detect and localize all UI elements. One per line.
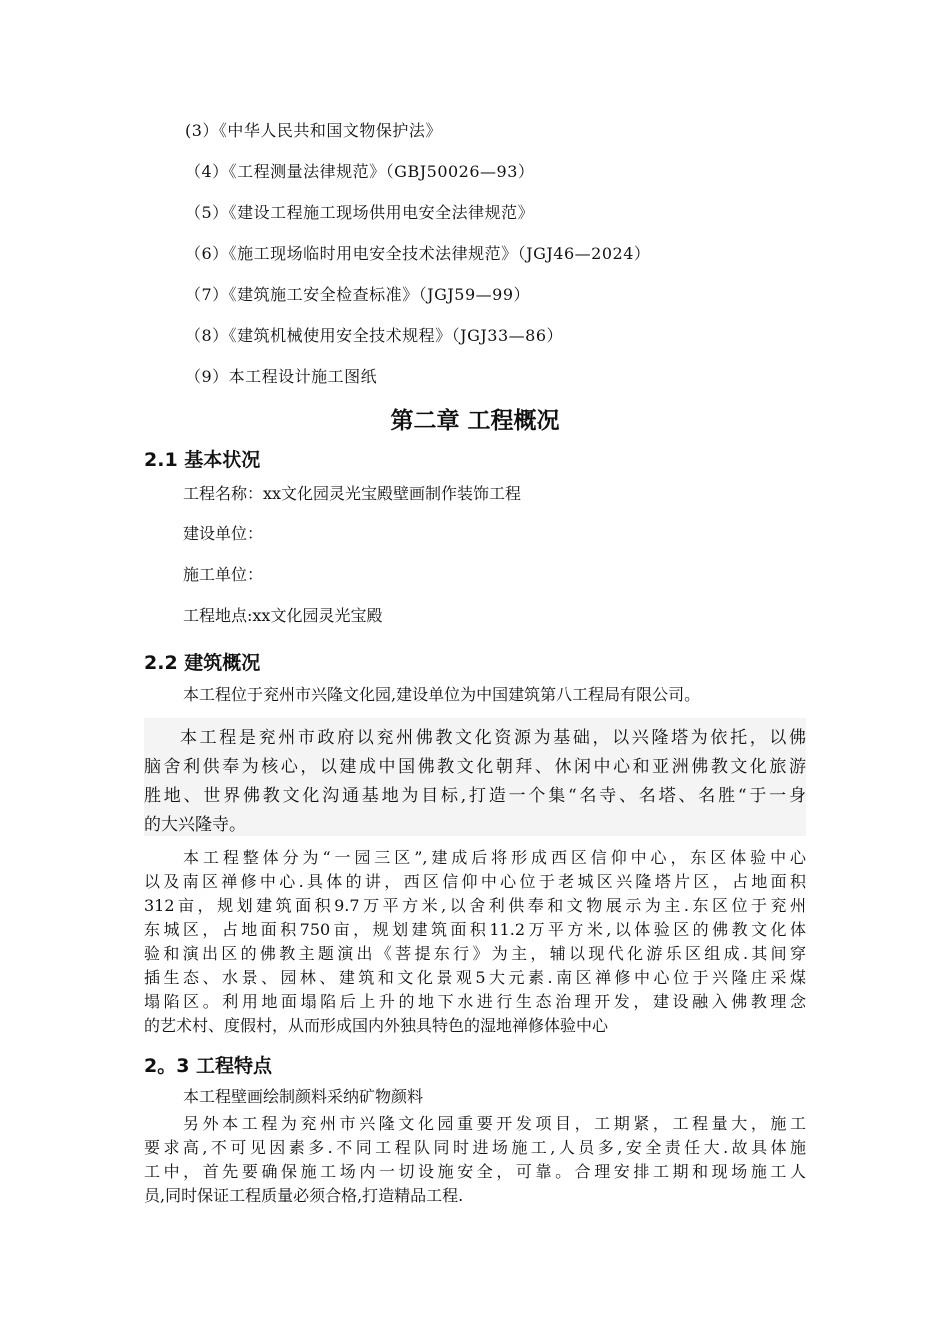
paragraph-line: 本工程是兖州市政府以兖州佛教文化资源为基础，以兴隆塔为依托，以佛 [180,728,806,748]
paragraph-line: 以及南区禅修中心.具体的讲，西区信仰中心位于老城区兴隆塔片区，占地面积 [144,872,806,891]
contractor-line: 施工单位： [183,565,264,584]
paragraph-line: 胜地、世界佛教文化沟通基地为目标,打造一个集“名寺、名塔、名胜“于一身 [144,786,806,806]
location-line: 工程地点:xx文化园灵光宝殿 [183,606,383,625]
paragraph-line: 的大兴隆寺。 [144,815,246,835]
paragraph-line: 塌陷区。利用地面塌陷后上升的地下水进行生态治理开发，建设融入佛教理念 [144,992,806,1011]
paragraph-line: 验和演出区的佛教主题演出《菩提东行》为主，辅以现代化游乐区组成.其间穿 [144,944,806,963]
project-name-line: 工程名称：xx文化园灵光宝殿壁画制作装饰工程 [183,484,522,503]
reference-item: （6）《施工现场临时用电安全技术法律规范》（JGJ46—2024） [185,244,651,263]
reference-item: （4）《工程测量法律规范》（GBJ50026—93） [185,162,535,181]
paragraph-line: 另外本工程为兖州市兴隆文化园重要开发项目，工期紧，工程量大，施工 [183,1114,806,1133]
paragraph-line: 本工程整体分为“一园三区”,建成后将形成西区信仰中心，东区体验中心 [183,848,806,867]
paragraph-line: 工中，首先要确保施工场内一切设施安全，可靠。合理安排工期和现场施工人 [144,1162,806,1181]
paragraph-line: 插生态、水景、园林、建筑和文化景观5大元素.南区禅修中心位于兴隆庄采煤 [144,968,806,987]
paragraph-line: 要求高,不可见因素多.不同工程队同时进场施工,人员多,安全责任大.故具体施 [144,1138,806,1157]
reference-item: （5）《建设工程施工现场供用电安全法律规范》 [185,203,535,222]
paragraph-line: 的艺术村、度假村，从而形成国内外独具特色的湿地禅修体验中心 [144,1016,609,1035]
shaded-paragraph [144,724,806,840]
reference-item: （8）《建筑机械使用安全技术规程》（JGJ33—86） [185,326,564,345]
building-intro: 本工程位于兖州市兴隆文化园,建设单位为中国建筑第八工程局有限公司。 [183,685,701,704]
paragraph-line: 东城区，占地面积750亩，规划建筑面积11.2万平方米,以体验区的佛教文化体 [144,920,806,939]
reference-item: （7）《建筑施工安全检查标准》（JGJ59—99） [185,285,531,304]
paragraph-line: 312亩，规划建筑面积9.7万平方米,以舍利供奉和文物展示为主.东区位于兖州 [144,896,806,915]
chapter-title: 第二章 工程概况 [390,408,560,434]
paragraph-line: 脑舍利供奉为核心，以建成中国佛教文化朝拜、休闲中心和亚洲佛教文化旅游 [144,757,806,777]
builder-line: 建设单位： [183,524,264,543]
paragraph-line: 员,同时保证工程质量必须合格,打造精品工程. [144,1186,464,1205]
features-intro: 本工程壁画绘制颜料采纳矿物颜料 [183,1087,424,1106]
section-heading-basic: 2.1 基本状况 [144,449,261,471]
features-paragraph [144,1112,806,1208]
reference-item: （9）本工程设计施工图纸 [185,367,378,386]
section-heading-features: 2。3 工程特点 [144,1055,273,1077]
reference-item: (3）《中华人民共和国文物保护法》 [185,121,442,140]
section-heading-building: 2.2 建筑概况 [144,652,261,674]
detail-paragraph [144,846,806,1038]
